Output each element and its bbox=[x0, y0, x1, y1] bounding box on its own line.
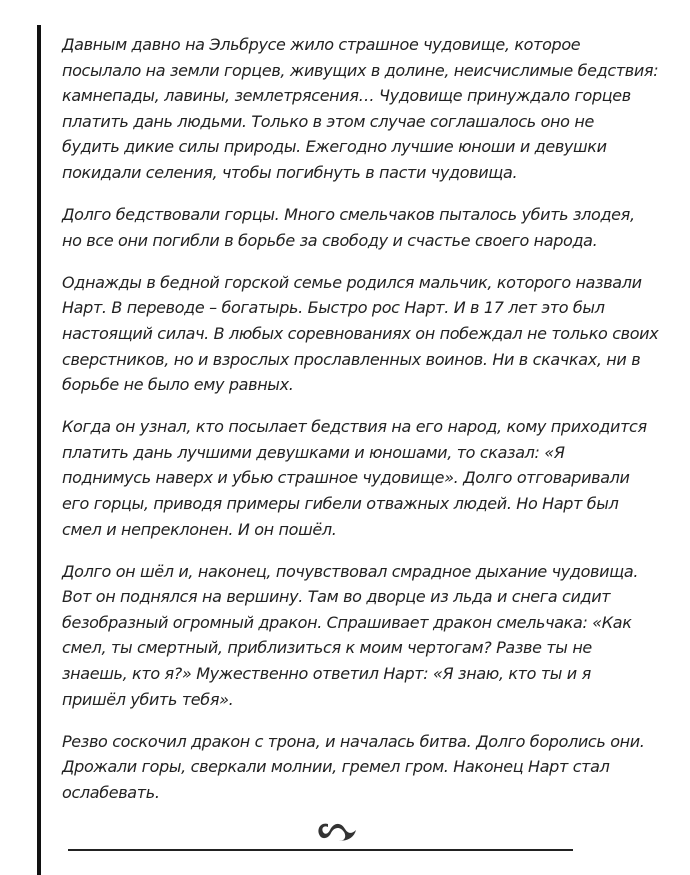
text-line: Давным давно на Эльбрусе жило страшное чудовище, которое bbox=[62, 35, 581, 54]
text-line: его горцы, приводя примеры гибели отважных людей. Но Нарт был bbox=[62, 494, 619, 513]
text-line: смел, ты смертный, приблизиться к моим чертогам? Разве ты не bbox=[62, 638, 592, 658]
paragraph bbox=[62, 32, 672, 186]
paragraph bbox=[62, 729, 672, 806]
text-line: Долго бедствовали горцы. Много смельчаков пыталось убить злодея, bbox=[62, 205, 635, 225]
text-line: сверстников, но и взрослых прославленных воинов. Ни в скачках, ни в bbox=[62, 349, 641, 369]
text-line: платить дань лучшими девушками и юношами, то сказал: «Я bbox=[62, 442, 565, 462]
text-line: Вот он поднялся на вершину. Там во дворце из льда и снега сидит bbox=[62, 587, 611, 607]
text-line: борьбе не было ему равных. bbox=[62, 375, 294, 395]
text-line: смел и непреклонен. И он пошёл. bbox=[62, 519, 337, 539]
text-line: настоящий силач. В любых соревнованиях он побеждал не только своих bbox=[62, 323, 659, 343]
article-body bbox=[62, 32, 672, 822]
text-line: Резво соскочил дракон с трона, и началась битва. Долго боролись они. bbox=[62, 731, 645, 751]
paragraph bbox=[62, 559, 672, 713]
text-line: знаешь, кто я?» Мужественно ответил Нарт: «Я знаю, кто ты и я bbox=[62, 664, 591, 684]
text-line: Долго он шёл и, наконец, почувствовал смрадное дыхание чудовища. bbox=[62, 561, 639, 581]
text-line: Однажды в бедной горской семье родился мальчик, которого назвали bbox=[62, 272, 642, 292]
text-line: посылало на земли горцев, живущих в долине, неисчислимые бедствия: bbox=[62, 60, 659, 80]
paragraph bbox=[62, 202, 672, 253]
text-line: камнепады, лавины, землетрясения… Чудовище принуждало горцев bbox=[62, 86, 631, 106]
text-line: безобразный огромный дракон. Спрашивает дракон смельчака: «Как bbox=[62, 612, 632, 632]
text-line: Дрожали горы, сверкали молнии, гремел гром. Наконец Нарт стал bbox=[62, 757, 610, 777]
section-divider-line bbox=[68, 849, 573, 851]
text-line: платить дань людьми. Только в этом случае соглашалось оно не bbox=[62, 111, 594, 131]
text-line: пришёл убить тебя». bbox=[62, 689, 234, 709]
text-line: поднимусь наверх и убью страшное чудовище». Долго отговаривали bbox=[62, 468, 630, 488]
text-line: ослабевать. bbox=[62, 782, 160, 802]
paragraph bbox=[62, 270, 672, 398]
text-line: покидали селения, чтобы погибнуть в пасти чудовища. bbox=[62, 162, 518, 182]
text-line: но все они погибли в борьбе за свободу и счастье своего народа. bbox=[62, 230, 598, 250]
ornament-divider-icon bbox=[314, 818, 360, 844]
text-line: Нарт. В переводе – богатырь. Быстро рос Нарт. И в 17 лет это был bbox=[62, 298, 605, 318]
blockquote-border bbox=[37, 25, 41, 875]
paragraph bbox=[62, 414, 672, 542]
text-line: Когда он узнал, кто посылает бедствия на его народ, кому приходится bbox=[62, 417, 647, 437]
text-line: будить дикие силы природы. Ежегодно лучшие юноши и девушки bbox=[62, 137, 607, 157]
